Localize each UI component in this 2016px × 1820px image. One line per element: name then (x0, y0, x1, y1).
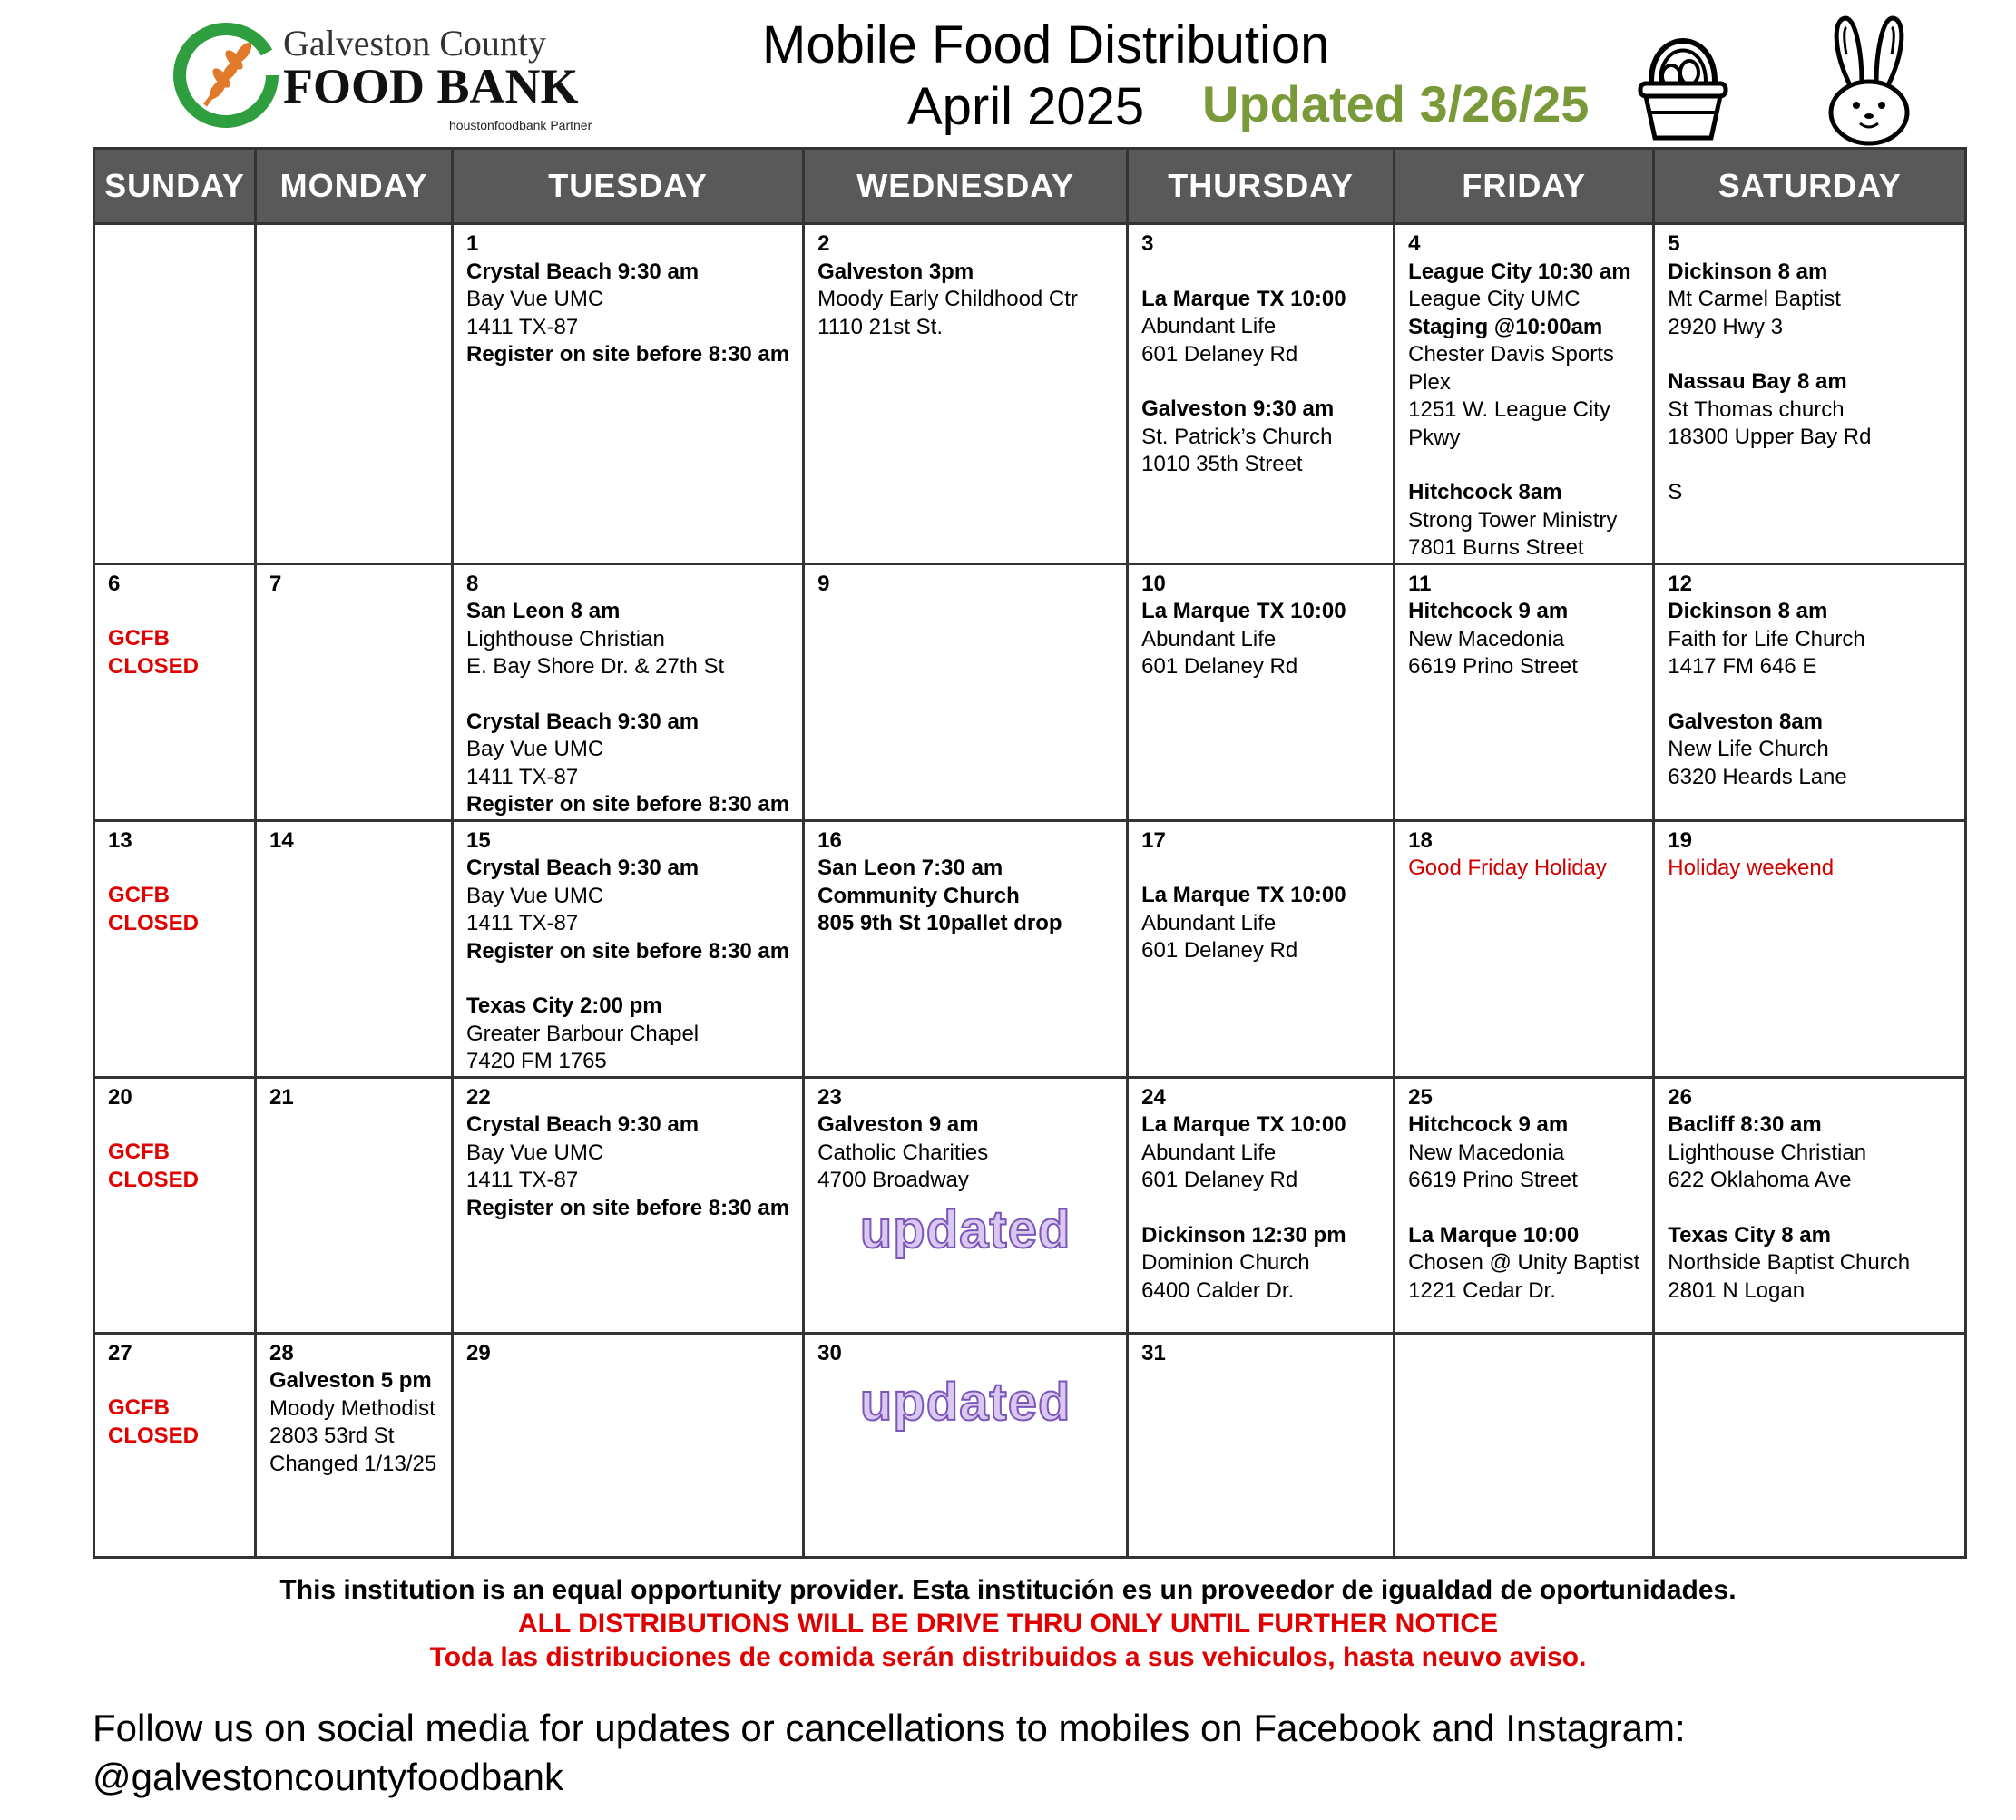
event-heading: San Leon 8 am (466, 599, 621, 623)
event-heading: Dickinson 8 am (1668, 599, 1828, 623)
event-detail: New Life Church (1668, 737, 1829, 761)
event-heading: Galveston 5 pm (269, 1368, 432, 1393)
closed-notice: CLOSED (108, 653, 200, 679)
event-detail: E. Bay Shore Dr. & 27th St (466, 654, 725, 679)
day-number: 22 (466, 1084, 491, 1110)
day-number: 31 (1141, 1340, 1166, 1365)
closed-notice: CLOSED (108, 1167, 200, 1192)
day-number: 3 (1141, 231, 1154, 256)
weekday-header: SATURDAY (1654, 149, 1966, 224)
event-detail: S (1668, 479, 1683, 504)
holiday-notice: Good Friday Holiday (1408, 856, 1607, 880)
day-number: 9 (817, 571, 830, 596)
event-heading: Register on site before 8:30 am (466, 938, 790, 964)
spacer (1408, 452, 1639, 479)
updated-stamp (817, 1373, 1113, 1432)
drive-thru-notice-es: Toda las distribuciones de comida serán distribuidos a sus vehiculos, hasta neuvo aviso. (429, 1642, 1587, 1672)
event-heading: Staging @10:00am (1408, 314, 1603, 339)
event-detail: 6619 Prino Street (1408, 654, 1578, 679)
calendar-day-cell (804, 563, 1128, 820)
calendar-day-cell (1654, 820, 1966, 1077)
calendar-week-row (94, 224, 1966, 564)
event-detail: New Macedonia (1408, 1140, 1565, 1165)
calendar-day-cell (804, 224, 1128, 564)
spacer (108, 1111, 241, 1139)
calendar-week-row (94, 820, 1966, 1077)
event-heading: Dickinson 12:30 pm (1141, 1222, 1346, 1248)
day-number: 30 (817, 1340, 842, 1365)
event-detail: 2801 N Logan (1668, 1277, 1806, 1303)
day-number: 26 (1668, 1084, 1692, 1110)
event-detail: Abundant Life (1141, 1140, 1277, 1165)
event-heading: 805 9th St 10pallet drop (817, 911, 1062, 935)
calendar-day-cell (94, 1333, 256, 1557)
event-heading: La Marque TX 10:00 (1141, 599, 1346, 623)
closed-notice: GCFB (108, 883, 170, 907)
social-media-handle: @galvestoncountyfoodbank (93, 1756, 563, 1798)
day-number: 2 (817, 231, 830, 256)
day-number: 25 (1408, 1084, 1433, 1110)
calendar-day-cell (256, 1333, 453, 1557)
event-detail: Bay Vue UMC (466, 287, 604, 311)
day-number: 1 (466, 231, 479, 256)
event-detail: 6400 Calder Dr. (1141, 1277, 1295, 1303)
event-heading: Community Church (817, 883, 1020, 908)
spacer (466, 681, 789, 709)
day-number (1408, 1340, 1639, 1368)
event-detail: Mt Carmel Baptist (1668, 287, 1841, 311)
weekday-header: MONDAY (256, 149, 453, 224)
spacer (1668, 341, 1952, 368)
event-detail: Bay Vue UMC (466, 883, 604, 908)
calendar-week-row (94, 1333, 1966, 1557)
calendar-day-cell (94, 563, 256, 820)
event-heading: Galveston 9:30 am (1141, 396, 1335, 421)
holiday-notice: Holiday weekend (1668, 856, 1835, 880)
day-number: 21 (269, 1084, 294, 1110)
spacer (466, 965, 789, 993)
event-detail: Chosen @ Unity Baptist (1408, 1250, 1640, 1275)
spacer (1141, 368, 1380, 396)
event-detail: 601 Delaney Rd (1141, 1168, 1298, 1192)
calendar-day-cell (1395, 820, 1654, 1077)
day-number: 8 (466, 571, 479, 596)
weekday-header: SUNDAY (94, 149, 256, 224)
event-heading: Texas City 8 am (1668, 1222, 1831, 1248)
calendar-day-cell (1128, 563, 1395, 820)
day-number: 23 (817, 1084, 842, 1110)
event-heading: Crystal Beach 9:30 am (466, 856, 700, 880)
event-heading: San Leon 7:30 am (817, 856, 1003, 880)
event-detail: 6619 Prino Street (1408, 1168, 1578, 1192)
drive-thru-notice-en: ALL DISTRIBUTIONS WILL BE DRIVE THRU ONLY UNTIL FURTHER NOTICE (517, 1609, 1499, 1639)
event-detail: 1417 FM 646 E (1668, 654, 1817, 679)
event-detail: Moody Early Childhood Ctr (817, 287, 1078, 311)
day-number (108, 230, 241, 259)
day-number: 20 (108, 1084, 132, 1110)
day-number: 17 (1141, 827, 1166, 853)
event-heading: Nassau Bay 8 am (1668, 369, 1847, 394)
event-heading: Bacliff 8:30 am (1668, 1112, 1822, 1137)
calendar-day-cell (453, 1077, 804, 1333)
calendar-day-cell (256, 563, 453, 820)
easter-basket-icon (1633, 18, 1733, 145)
updated-date-label: Updated 3/26/25 (1202, 75, 1590, 132)
event-detail: 7420 FM 1765 (466, 1049, 607, 1073)
day-number: 13 (108, 827, 132, 853)
updated-stamp (817, 1199, 1113, 1259)
day-number: 7 (269, 571, 282, 596)
event-detail: 601 Delaney Rd (1141, 938, 1298, 963)
event-heading: Texas City 2:00 pm (466, 993, 662, 1018)
event-detail: St Thomas church (1668, 396, 1845, 422)
event-heading: Crystal Beach 9:30 am (466, 1112, 700, 1137)
closed-notice: GCFB (108, 626, 170, 651)
event-detail: 1221 Cedar Dr. (1408, 1277, 1556, 1303)
day-number (269, 230, 438, 259)
updated-stamp-text: updated (859, 1373, 1072, 1432)
event-heading: La Marque TX 10:00 (1141, 286, 1346, 311)
wheat-logo-icon (172, 22, 279, 129)
weekday-header: WEDNESDAY (804, 149, 1128, 224)
calendar-day-cell (1654, 563, 1966, 820)
event-heading: La Marque TX 10:00 (1141, 883, 1346, 907)
event-detail: Catholic Charities (817, 1140, 989, 1165)
calendar-day-cell (804, 1077, 1128, 1333)
logo-partner-text: houstonfoodbank Partner (449, 118, 592, 132)
calendar-day-cell (1128, 1077, 1395, 1333)
event-detail: Pkwy (1408, 425, 1461, 450)
event-detail: Bay Vue UMC (466, 737, 604, 761)
calendar-day-cell (1128, 224, 1395, 564)
event-detail: League City UMC (1408, 287, 1581, 311)
event-detail: 1110 21st St. (817, 314, 943, 339)
day-number: 24 (1141, 1084, 1166, 1110)
day-number (1668, 1340, 1952, 1368)
spacer (1668, 1195, 1952, 1222)
calendar-body (94, 224, 1966, 1558)
closed-notice: CLOSED (108, 1423, 200, 1448)
event-detail: St. Patrick’s Church (1141, 424, 1333, 449)
event-detail: Lighthouse Christian (466, 626, 665, 651)
calendar-day-cell (1395, 1333, 1654, 1557)
event-heading: Galveston 9 am (817, 1112, 979, 1137)
event-detail: Northside Baptist Church (1668, 1250, 1911, 1275)
spacer (1141, 1195, 1380, 1222)
day-number: 18 (1408, 827, 1433, 853)
calendar-day-cell (94, 1077, 256, 1333)
calendar-day-cell (256, 1077, 453, 1333)
calendar-week-row (94, 1077, 1966, 1333)
day-number: 5 (1668, 231, 1680, 256)
event-detail: Greater Barbour Chapel (466, 1021, 700, 1046)
calendar-day-cell (1395, 1077, 1654, 1333)
day-number: 14 (269, 827, 294, 853)
calendar-day-cell (453, 224, 804, 564)
calendar-day-cell (804, 820, 1128, 1077)
calendar-day-cell (453, 563, 804, 820)
day-number: 29 (466, 1340, 491, 1365)
equal-opportunity-statement: This institution is an equal opportunity provider. Esta institución es un proveedor de igualdad de oportunidades. (279, 1575, 1737, 1605)
event-detail: New Macedonia (1408, 626, 1565, 651)
event-detail: 622 Oklahoma Ave (1668, 1168, 1852, 1192)
weekday-header: FRIDAY (1395, 149, 1654, 224)
social-media-notice (93, 1704, 1816, 1802)
day-number: 15 (466, 827, 491, 853)
event-detail: 1411 TX-87 (466, 911, 579, 935)
event-heading: Register on site before 8:30 am (466, 792, 790, 817)
weekday-header: TUESDAY (453, 149, 804, 224)
updated-stamp-text: updated (859, 1199, 1072, 1259)
calendar-day-cell (94, 820, 256, 1077)
event-detail: 2920 Hwy 3 (1668, 314, 1784, 339)
event-detail: 18300 Upper Bay Rd (1668, 425, 1872, 449)
calendar-week-row (94, 563, 1966, 820)
day-number: 4 (1408, 231, 1421, 256)
event-detail: 1010 35th Street (1141, 452, 1303, 476)
day-number: 12 (1668, 571, 1692, 596)
page-title: Mobile Food Distribution (762, 15, 1330, 74)
event-detail: Abundant Life (1141, 626, 1277, 651)
event-detail: 601 Delaney Rd (1141, 654, 1298, 679)
calendar-grid (93, 147, 1967, 1559)
calendar-day-cell (256, 820, 453, 1077)
page-month: April 2025 (907, 77, 1145, 136)
event-heading: La Marque 10:00 (1408, 1222, 1580, 1248)
event-detail: 1411 TX-87 (466, 1168, 579, 1192)
day-number: 10 (1141, 571, 1166, 596)
logo-county-text: Galveston County (283, 23, 546, 64)
event-detail: Dominion Church (1141, 1250, 1310, 1275)
day-number: 16 (817, 827, 842, 853)
event-detail: Strong Tower Ministry (1408, 507, 1618, 533)
event-detail: 4700 Broadway (817, 1168, 969, 1192)
weekday-header-row (94, 149, 1966, 224)
calendar-day-cell (453, 1333, 804, 1557)
event-heading: Dickinson 8 am (1668, 259, 1828, 284)
spacer (1668, 681, 1952, 709)
spacer (1141, 259, 1380, 286)
event-heading: Register on site before 8:30 am (466, 342, 790, 367)
spacer (1668, 452, 1952, 479)
calendar-day-cell (1654, 224, 1966, 564)
event-heading: Crystal Beach 9:30 am (466, 709, 700, 734)
calendar-day-cell (453, 820, 804, 1077)
event-detail: Bay Vue UMC (466, 1140, 604, 1165)
calendar-day-cell (1654, 1333, 1966, 1557)
event-heading: Galveston 8am (1668, 709, 1824, 734)
event-detail: Plex (1408, 369, 1451, 395)
calendar-day-cell (804, 1333, 1128, 1557)
day-number: 11 (1408, 571, 1432, 596)
event-detail: 2803 53rd St (269, 1424, 395, 1448)
event-detail: Lighthouse Christian (1668, 1140, 1867, 1165)
event-detail: Moody Methodist (269, 1395, 435, 1421)
event-heading: Register on site before 8:30 am (466, 1195, 790, 1220)
calendar-day-cell (94, 224, 256, 564)
closed-notice: GCFB (108, 1140, 170, 1164)
event-heading: Hitchcock 8am (1408, 480, 1562, 504)
spacer (108, 855, 241, 882)
spacer (108, 1367, 241, 1394)
event-detail: Chester Davis Sports (1408, 342, 1614, 367)
event-detail: 1411 TX-87 (466, 314, 579, 339)
day-number: 19 (1668, 827, 1692, 853)
event-heading: League City 10:30 am (1408, 259, 1631, 284)
event-detail: Abundant Life (1141, 910, 1277, 935)
spacer (1141, 855, 1380, 882)
event-detail: 1251 W. League City (1408, 397, 1610, 422)
event-detail: Abundant Life (1141, 314, 1277, 338)
day-number: 6 (108, 571, 121, 596)
calendar-day-cell (1128, 820, 1395, 1077)
event-detail: 6320 Heards Lane (1668, 764, 1847, 789)
event-detail: 1411 TX-87 (466, 764, 579, 789)
bunny-icon (1824, 15, 1914, 146)
event-heading: Galveston 3pm (817, 259, 974, 284)
closed-notice: CLOSED (108, 910, 200, 935)
calendar-day-cell (1395, 563, 1654, 820)
calendar-day-cell (1395, 224, 1654, 564)
weekday-header: THURSDAY (1128, 149, 1395, 224)
calendar-day-cell (1128, 1333, 1395, 1557)
calendar-day-cell (256, 224, 453, 564)
spacer (108, 598, 241, 625)
logo-food-bank-text: FOOD BANK (283, 59, 579, 113)
day-number: 27 (108, 1340, 132, 1365)
event-heading: Hitchcock 9 am (1408, 1112, 1569, 1137)
event-detail: Changed 1/13/25 (269, 1451, 437, 1476)
event-detail: 601 Delaney Rd (1141, 341, 1298, 367)
event-heading: Hitchcock 9 am (1408, 599, 1569, 623)
food-bank-logo (172, 22, 592, 140)
calendar-day-cell (1654, 1077, 1966, 1333)
social-media-text: Follow us on social media for updates or cancellations to mobiles on Facebook and Instagram: (93, 1707, 1686, 1749)
event-heading: La Marque TX 10:00 (1141, 1112, 1346, 1137)
spacer (1408, 1195, 1639, 1222)
event-heading: Crystal Beach 9:30 am (466, 259, 700, 284)
day-number: 28 (269, 1340, 294, 1365)
event-detail: Faith for Life Church (1668, 626, 1865, 651)
event-detail: 7801 Burns Street (1408, 535, 1584, 560)
closed-notice: GCFB (108, 1395, 170, 1420)
